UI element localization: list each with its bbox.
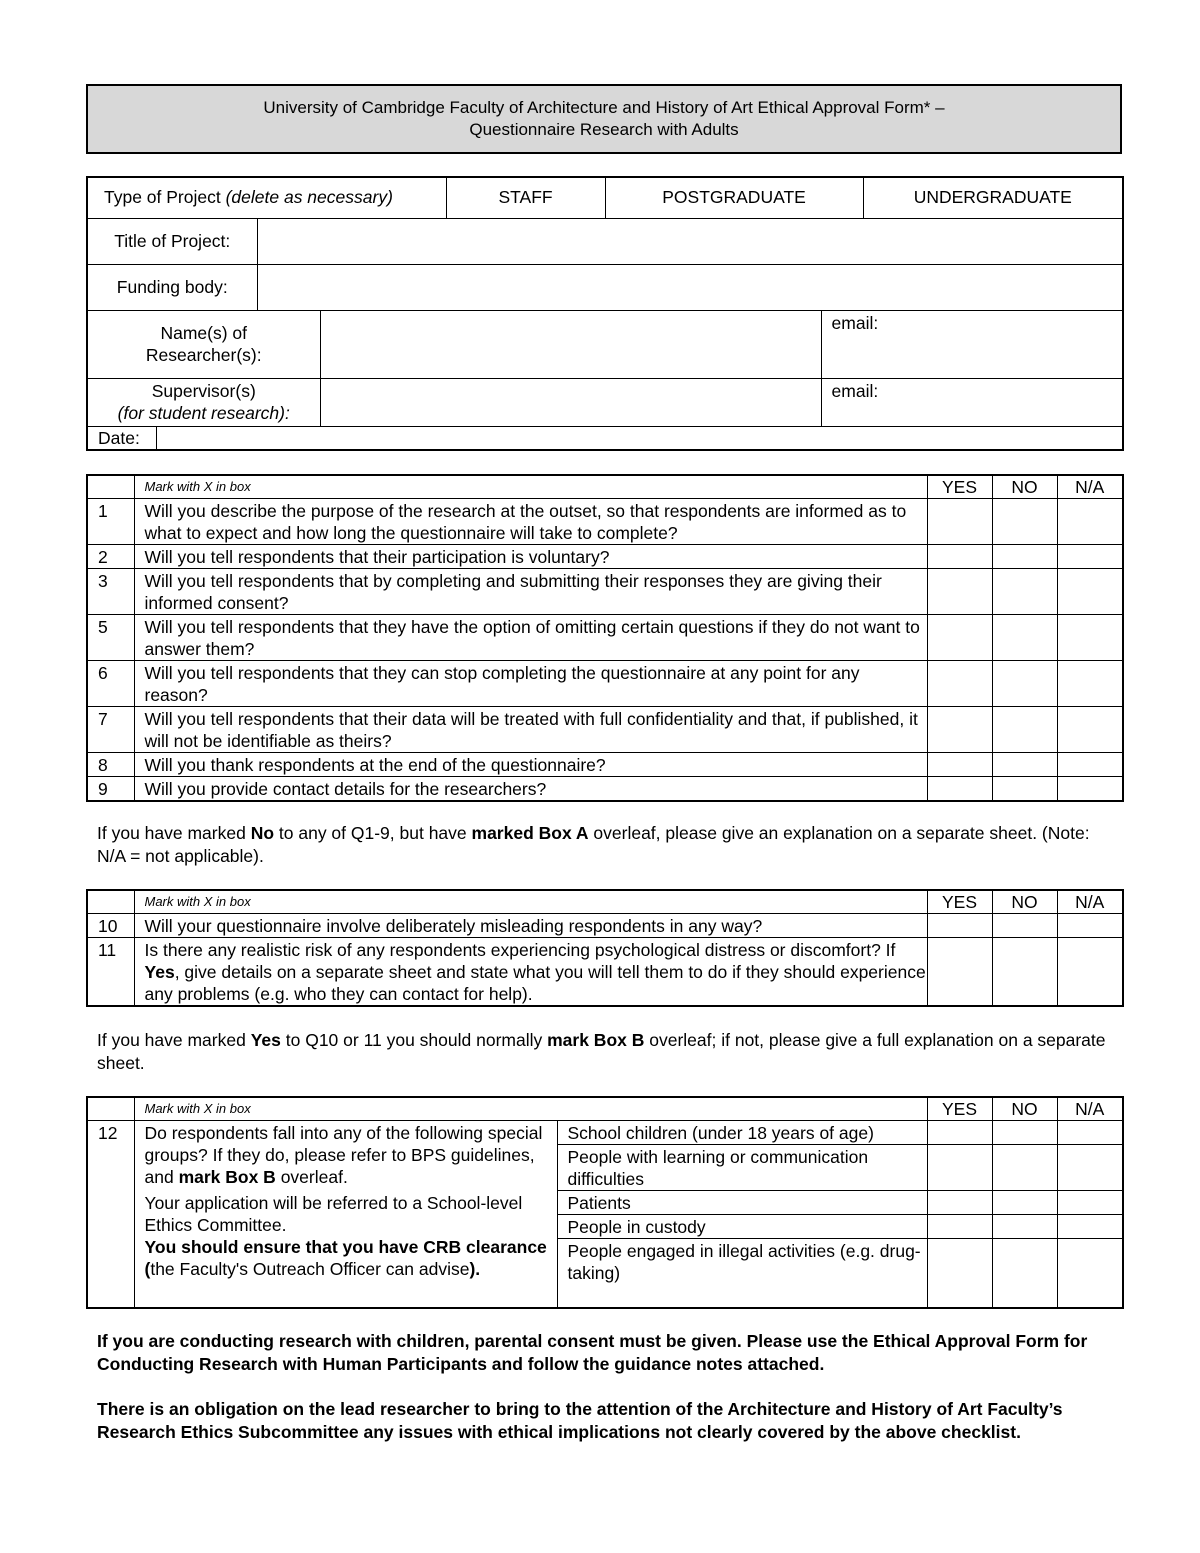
question-row	[87, 913, 1123, 937]
answer-na-box[interactable]	[1057, 1120, 1123, 1144]
answer-no-box[interactable]	[992, 1190, 1057, 1214]
note1-bold-2: marked Box A	[471, 823, 589, 843]
col-na: N/A	[1057, 475, 1123, 498]
answer-yes-box[interactable]	[927, 1214, 992, 1238]
answer-na-box[interactable]	[1057, 498, 1123, 544]
group-label: People in custody	[557, 1214, 927, 1238]
answer-no-box[interactable]	[992, 544, 1057, 568]
col-yes: YES	[927, 475, 992, 498]
checklist-q1-9	[86, 474, 1124, 802]
answer-yes-box[interactable]	[927, 1190, 992, 1214]
question-number: 5	[87, 614, 134, 660]
date-field[interactable]	[157, 427, 1122, 449]
option-postgraduate[interactable]: POSTGRADUATE	[605, 177, 863, 218]
mark-instruction: Mark with X in box	[134, 475, 927, 498]
question-number: 3	[87, 568, 134, 614]
note1-text-1: If you have marked	[97, 823, 251, 843]
q11-bold: Yes	[144, 961, 175, 982]
q12-paragraph-1	[145, 1122, 549, 1188]
note2-text-1: If you have marked	[97, 1030, 251, 1050]
question-row	[87, 706, 1123, 752]
question-number: 9	[87, 776, 134, 801]
note2-text-3: overleaf; if not, please give a full explanation on a separate sheet.	[97, 1030, 1106, 1073]
question-text: Will you tell respondents that they can stop completing the questionnaire at any point for any reason?	[134, 660, 927, 706]
question-text: Will you tell respondents that they have the option of omitting certain questions if they do not want to answer them?	[134, 614, 927, 660]
answer-na-box[interactable]	[1057, 1190, 1123, 1214]
date-label: Date:	[88, 427, 157, 449]
answer-yes-box[interactable]	[927, 1144, 992, 1190]
q12-bold-1: mark Box B	[178, 1166, 276, 1187]
question-row	[87, 614, 1123, 660]
answer-no-box[interactable]	[992, 706, 1057, 752]
funding-body-field[interactable]	[257, 264, 1123, 310]
answer-na-box[interactable]	[1057, 544, 1123, 568]
answer-no-box[interactable]	[992, 1120, 1057, 1144]
option-staff[interactable]: STAFF	[446, 177, 605, 218]
answer-na-box[interactable]	[1057, 1214, 1123, 1238]
q12-text-4: the Faculty's Outreach Officer can advise	[150, 1258, 470, 1279]
answer-yes-box[interactable]	[927, 660, 992, 706]
researchers-name-field[interactable]	[320, 310, 821, 378]
note-q1-9	[97, 822, 1107, 868]
question-number: 2	[87, 544, 134, 568]
form-title-line-1: University of Cambridge Faculty of Architecture and History of Art Ethical Approval Form* –	[263, 98, 945, 117]
q12-bold-3: ).	[469, 1258, 481, 1279]
answer-yes-box[interactable]	[927, 776, 992, 801]
question-text: Will you provide contact details for the researchers?	[134, 776, 927, 801]
answer-na-box[interactable]	[1057, 937, 1123, 1006]
title-of-project-field[interactable]	[257, 218, 1123, 264]
checklist-q10-11	[86, 889, 1124, 1007]
researcher-email-field[interactable]	[821, 310, 1123, 378]
note1-text-2: to any of Q1-9, but have	[274, 823, 472, 843]
form-title-line-2: Questionnaire Research with Adults	[469, 120, 739, 139]
header-num-cell	[87, 1097, 134, 1120]
answer-yes-box[interactable]	[927, 752, 992, 776]
date-row	[87, 426, 1123, 450]
col-na: N/A	[1057, 890, 1123, 913]
note1-bold-1: No	[250, 823, 275, 843]
answer-no-box[interactable]	[992, 498, 1057, 544]
q11-text-1: Is there any realistic risk of any respondents experiencing psychological distress or discomfort? If	[144, 939, 896, 960]
answer-na-box[interactable]	[1057, 706, 1123, 752]
answer-no-box[interactable]	[992, 660, 1057, 706]
header-num-cell	[87, 475, 134, 498]
answer-na-box[interactable]	[1057, 568, 1123, 614]
obligation-note: There is an obligation on the lead researcher to bring to the attention of the Architecture and History of Art Faculty’s Research Ethics Subcommittee any issues with ethical implications not clearly covered by the above checklist.	[97, 1399, 1063, 1442]
answer-no-box[interactable]	[992, 752, 1057, 776]
note2-bold-1: Yes	[250, 1030, 281, 1050]
option-undergraduate[interactable]: UNDERGRADUATE	[863, 177, 1123, 218]
answer-na-box[interactable]	[1057, 1144, 1123, 1190]
answer-na-box[interactable]	[1057, 752, 1123, 776]
answer-na-box[interactable]	[1057, 776, 1123, 801]
question-number: 10	[87, 913, 134, 937]
answer-no-box[interactable]	[992, 568, 1057, 614]
question-text: Will you tell respondents that their data will be treated with full confidentiality and that, if published, it will not be identifiable as theirs?	[134, 706, 927, 752]
answer-yes-box[interactable]	[927, 614, 992, 660]
project-type-label-cell	[87, 177, 446, 218]
answer-yes-box[interactable]	[927, 1238, 992, 1308]
question-row	[87, 498, 1123, 544]
project-type-hint: (delete as necessary)	[225, 187, 393, 208]
q12-paragraph-2: Your application will be referred to a School-level Ethics Committee.	[144, 1192, 523, 1235]
question-text: Will you tell respondents that by completing and submitting their responses they are giving their informed consent?	[134, 568, 927, 614]
answer-yes-box[interactable]	[927, 1120, 992, 1144]
supervisor-name-field[interactable]	[320, 378, 821, 426]
col-na: N/A	[1057, 1097, 1123, 1120]
question-number: 6	[87, 660, 134, 706]
question-text: Will you tell respondents that their participation is voluntary?	[134, 544, 927, 568]
header-num-cell	[87, 890, 134, 913]
project-type-label: Type of Project	[104, 187, 226, 208]
mark-instruction: Mark with X in box	[134, 1097, 927, 1120]
answer-yes-box[interactable]	[927, 913, 992, 937]
form-title-box	[86, 84, 1122, 154]
group-label: People with learning or communication difficulties	[557, 1144, 927, 1190]
supervisor-label-line-1: Supervisor(s)	[151, 381, 256, 401]
answer-yes-box[interactable]	[927, 568, 992, 614]
answer-no-box[interactable]	[992, 1144, 1057, 1190]
group-label: People engaged in illegal activities (e.g. drug-taking)	[557, 1238, 927, 1308]
researcher-email-label: email:	[831, 312, 879, 333]
researchers-label	[87, 310, 320, 378]
answer-no-box[interactable]	[992, 937, 1057, 1006]
supervisor-label	[87, 378, 320, 426]
mark-instruction: Mark with X in box	[134, 890, 927, 913]
note1-text-3: overleaf, please give an explanation on a separate sheet. (Note: N/A = not applicable).	[97, 823, 1090, 866]
col-yes: YES	[927, 890, 992, 913]
funding-body-label: Funding body:	[87, 264, 257, 310]
q12-bold-2: You should ensure that you have CRB clearance (	[144, 1236, 547, 1279]
answer-yes-box[interactable]	[927, 706, 992, 752]
supervisor-label-line-2: (for student research):	[117, 403, 290, 423]
answer-na-box[interactable]	[1057, 660, 1123, 706]
children-consent-note: If you are conducting research with children, parental consent must be given. Please use the Ethical Approval Form for Conducting Research with Human Participants and follow the guidance notes attached.	[97, 1331, 1088, 1374]
answer-na-box[interactable]	[1057, 614, 1123, 660]
note2-bold-2: mark Box B	[547, 1030, 645, 1050]
answer-no-box[interactable]	[992, 614, 1057, 660]
researchers-label-line-1: Name(s) of	[160, 323, 248, 343]
supervisor-email-label: email:	[831, 380, 879, 401]
answer-yes-box[interactable]	[927, 937, 992, 1006]
question-text: Will you describe the purpose of the research at the outset, so that respondents are informed as to what to expect and how long the questionnaire will take to complete?	[134, 498, 927, 544]
question-row	[87, 544, 1123, 568]
question-row	[87, 937, 1123, 1006]
answer-no-box[interactable]	[992, 1238, 1057, 1308]
question-number: 12	[87, 1120, 134, 1308]
question-row	[87, 568, 1123, 614]
answer-no-box[interactable]	[992, 913, 1057, 937]
note-q10-11	[97, 1029, 1107, 1075]
col-no: NO	[992, 475, 1057, 498]
q12-text-2: overleaf.	[275, 1166, 348, 1187]
q12-paragraph-3	[145, 1236, 549, 1280]
question-text: Will you thank respondents at the end of the questionnaire?	[134, 752, 927, 776]
checklist-q12	[86, 1096, 1124, 1309]
q12-text-1: Do respondents fall into any of the following special groups? If they do, please refer to BPS guidelines, and	[144, 1122, 543, 1187]
answer-na-box[interactable]	[1057, 913, 1123, 937]
answer-no-box[interactable]	[992, 1214, 1057, 1238]
col-yes: YES	[927, 1097, 992, 1120]
researchers-label-line-2: Researcher(s):	[145, 345, 262, 365]
question-row	[87, 776, 1123, 801]
answer-yes-box[interactable]	[927, 498, 992, 544]
q11-text-2: , give details on a separate sheet and state what you will tell them to do if they should experience any problems (e.g. who they can contact for help).	[144, 961, 926, 1004]
col-no: NO	[992, 1097, 1057, 1120]
group-label: School children (under 18 years of age)	[557, 1120, 927, 1144]
answer-no-box[interactable]	[992, 776, 1057, 801]
supervisor-email-field[interactable]	[821, 378, 1123, 426]
question-number: 7	[87, 706, 134, 752]
note2-text-2: to Q10 or 11 you should normally	[280, 1030, 548, 1050]
answer-na-box[interactable]	[1057, 1238, 1123, 1308]
group-label: Patients	[557, 1190, 927, 1214]
question-number: 11	[87, 937, 134, 1006]
question-text: Will your questionnaire involve deliberately misleading respondents in any way?	[134, 913, 927, 937]
title-of-project-label: Title of Project:	[87, 218, 257, 264]
question-row	[87, 660, 1123, 706]
question-text	[134, 1120, 557, 1308]
question-number: 1	[87, 498, 134, 544]
question-text	[134, 937, 927, 1006]
question-row	[87, 752, 1123, 776]
project-details-table	[86, 176, 1124, 451]
answer-yes-box[interactable]	[927, 544, 992, 568]
col-no: NO	[992, 890, 1057, 913]
question-number: 8	[87, 752, 134, 776]
